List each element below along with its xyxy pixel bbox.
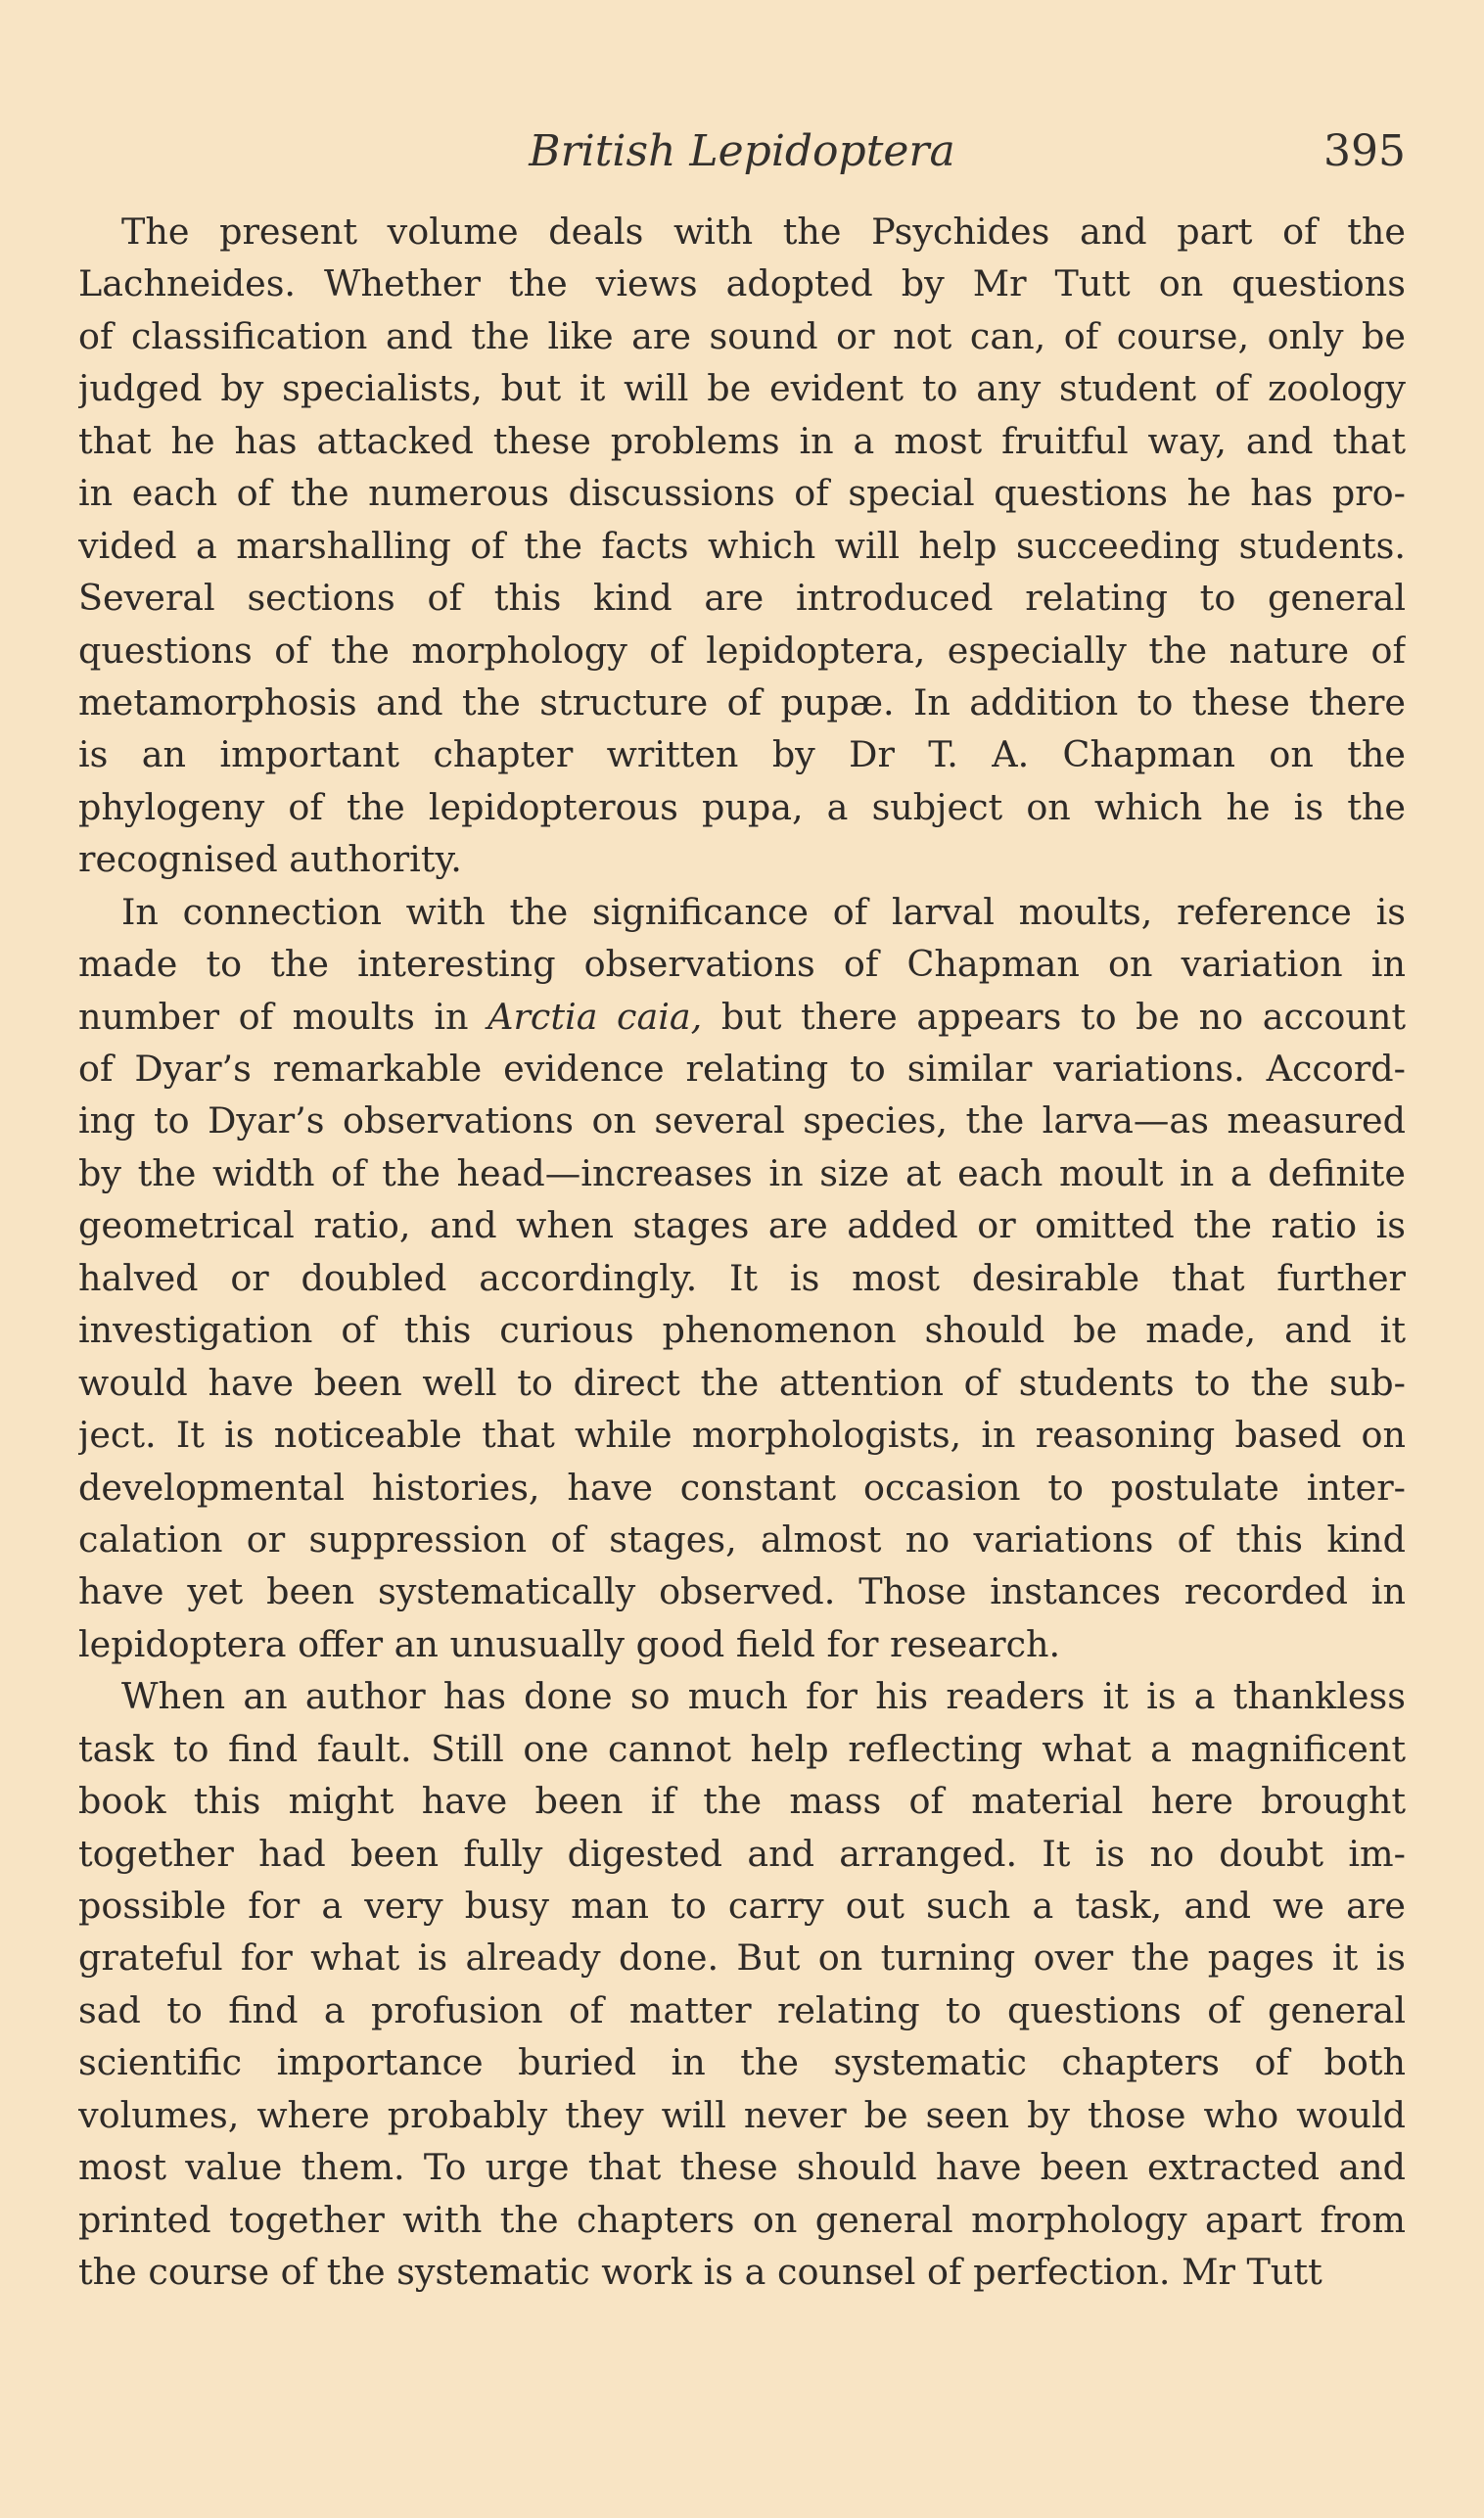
text-line: scientific importance buried in the systematic chapters of both [78,2041,1406,2084]
paragraph [78,1670,1406,2298]
text-line: made to the interesting observations of Chapman on variation in [78,943,1406,986]
text-line: of Dyar’s remarkable evidence relating to similar variations. Accord- [78,1048,1406,1090]
text-line: questions of the morphology of lepidoptera, especially the nature of [78,629,1406,672]
text-line: geometrical ratio, and when stages are added or omitted the ratio is [78,1204,1406,1247]
text-line: that he has attacked these problems in a most fruitful way, and that [78,419,1406,462]
paragraph [78,206,1406,886]
text-line: together had been fully digested and arranged. It is no doubt im- [78,1832,1406,1875]
text-line: calation or suppression of stages, almost no variations of this kind [78,1517,1406,1561]
text-run: but there appears to be no account [702,995,1406,1038]
text-line: in each of the numerous discussions of special questions he has pro- [78,472,1406,515]
text-run: number of moults in [78,995,488,1038]
text-line: Several sections of this kind are introduced relating to general [78,577,1406,620]
text-line: most value them. To urge that these should have been extracted and [78,2146,1406,2189]
text-line: ject. It is noticeable that while morphologists, in reasoning based on [78,1414,1406,1457]
text-line: metamorphosis and the structure of pupæ. In addition to these there [78,680,1406,723]
italic-species-name: Arctia caia, [487,995,703,1038]
text-line: investigation of this curious phenomenon should be made, and it [78,1309,1406,1352]
text-line: grateful for what is already done. But on turning over the pages it is [78,1936,1406,1980]
text-line: The present volume deals with the Psychides and part of the [121,210,1406,253]
running-title: British Lepidoptera [529,126,955,176]
text-line: When an author has done so much for his readers it is a thankless [121,1675,1406,1718]
text-line: In connection with the significance of larval moults, reference is [121,890,1406,933]
text-line: vided a marshalling of the facts which will help succeeding students. [78,524,1406,567]
text-line: sad to find a profusion of matter relating to questions of general [78,1988,1406,2031]
text-line: phylogeny of the lepidopterous pupa, a subject on which he is the [78,785,1406,828]
text-line: task to find fault. Still one cannot help reflecting what a magnificent [78,1727,1406,1770]
text-line: possible for a very busy man to carry out such a task, and we are [78,1885,1406,1927]
body-text [78,206,1406,2299]
text-line: developmental histories, have constant occasion to postulate inter- [78,1466,1406,1509]
text-line: volumes, where probably they will never be seen by those who would [78,2093,1406,2136]
text-line: halved or doubled accordingly. It is most desirable that further [78,1256,1406,1299]
running-head [78,117,1406,186]
text-line: lepidoptera offer an unusually good field for research. [78,1622,1061,1665]
text-line [78,991,1406,1043]
paragraph [78,886,1406,1671]
text-line: of classification and the like are sound or not can, of course, only be [78,314,1406,357]
page-number: 395 [1323,126,1406,176]
text-line: printed together with the chapters on general morphology apart from [78,2198,1406,2241]
text-line: Lachneides. Whether the views adopted by Mr Tutt on questions [78,262,1406,305]
text-line: ing to Dyar’s observations on several species, the larva—as measured [78,1099,1406,1142]
text-line: would have been well to direct the attention of students to the sub- [78,1361,1406,1404]
text-line: by the width of the head—increases in size at each moult in a definite [78,1151,1406,1194]
text-line: book this might have been if the mass of material here brought [78,1780,1406,1823]
text-line: recognised authority. [78,838,462,881]
text-line: have yet been systematically observed. Those instances recorded in [78,1570,1406,1613]
text-line: judged by specialists, but it will be evident to any student of zoology [78,367,1406,410]
text-line: is an important chapter written by Dr T. A. Chapman on the [78,733,1406,776]
text-line: the course of the systematic work is a counsel of perfection. Mr Tutt [78,2251,1322,2294]
